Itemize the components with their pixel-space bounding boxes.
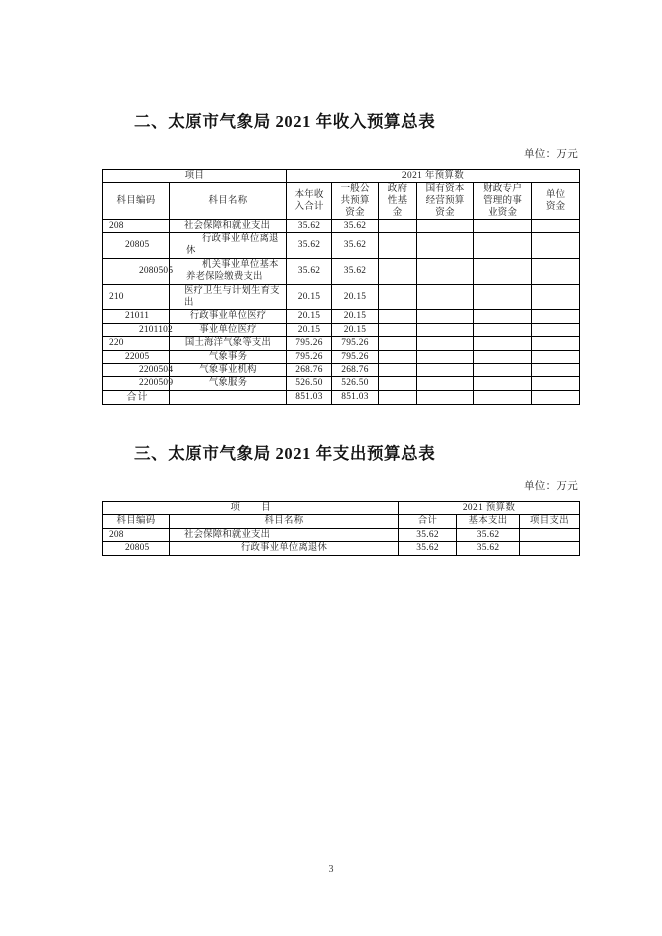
cell-state-capital xyxy=(417,363,474,376)
cell-general-public-budget: 20.15 xyxy=(332,310,379,323)
section-1-unit-note: 单位：万元 xyxy=(524,149,578,160)
group-header-project: 项 目 xyxy=(103,501,399,514)
cell-fiscal-special-account xyxy=(474,310,532,323)
cell-year-income-total: 35.62 xyxy=(287,258,332,284)
cell-state-capital xyxy=(417,350,474,363)
cell-state-capital xyxy=(417,284,474,310)
cell-subject-name: 国土海洋气象等支出 xyxy=(170,337,287,350)
cell-year-income-total: 795.26 xyxy=(287,337,332,350)
cell-year-income-total: 20.15 xyxy=(287,310,332,323)
cell-total-label: 合计 xyxy=(103,390,170,404)
cell-state-capital xyxy=(417,219,474,232)
table-row xyxy=(103,219,580,232)
cell-subject-code: 208 xyxy=(103,528,170,541)
hdr-line: 经营预算 xyxy=(425,195,465,207)
column-header-subject-code: 科目编码 xyxy=(103,183,170,219)
cell-general-public-budget: 268.76 xyxy=(332,363,379,376)
cell-year-income-total: 526.50 xyxy=(287,377,332,390)
hdr-line: 资金 xyxy=(435,206,455,218)
cell-unit-funds xyxy=(532,350,580,363)
cell-government-fund xyxy=(379,232,417,258)
cell-state-capital xyxy=(417,323,474,336)
cell-subject-code: 2080505 xyxy=(103,258,170,284)
cell-unit-funds xyxy=(532,323,580,336)
cell-state-capital xyxy=(417,390,474,404)
cell-total: 35.62 xyxy=(399,528,457,541)
cell-fiscal-special-account xyxy=(474,337,532,350)
cell-general-public-budget: 795.26 xyxy=(332,350,379,363)
cell-unit-funds xyxy=(532,363,580,376)
cell-government-fund xyxy=(379,390,417,404)
table-group-header-row xyxy=(103,170,580,183)
cell-general-public-budget: 35.62 xyxy=(332,219,379,232)
hdr-line: 本年收 xyxy=(294,189,324,201)
cell-general-public-budget: 851.03 xyxy=(332,390,379,404)
cell-unit-funds xyxy=(532,390,580,404)
cell-government-fund xyxy=(379,284,417,310)
table-row xyxy=(103,337,580,350)
cell-unit-funds xyxy=(532,258,580,284)
column-header-general-public-budget-funds xyxy=(332,183,379,219)
cell-subject-name: 机关事业单位基本养老保险缴费支出 xyxy=(170,258,287,284)
section-2-title: 三、太原市气象局 2021 年支出预算总表 xyxy=(134,443,436,463)
cell-year-income-total: 35.62 xyxy=(287,232,332,258)
hdr-line: 入合计 xyxy=(294,200,324,212)
cell-unit-funds xyxy=(532,232,580,258)
cell-fiscal-special-account xyxy=(474,284,532,310)
table-row xyxy=(103,310,580,323)
cell-year-income-total: 20.15 xyxy=(287,284,332,310)
table-row xyxy=(103,232,580,258)
cell-subject-code: 22005 xyxy=(103,350,170,363)
cell-government-fund xyxy=(379,363,417,376)
cell-general-public-budget: 20.15 xyxy=(332,284,379,310)
cell-government-fund xyxy=(379,337,417,350)
cell-unit-funds xyxy=(532,284,580,310)
cell-fiscal-special-account xyxy=(474,323,532,336)
cell-subject-code: 2200504 xyxy=(103,363,170,376)
column-header-project-expenditure: 项目支出 xyxy=(520,515,580,528)
cell-subject-code: 20805 xyxy=(103,232,170,258)
table-row xyxy=(103,528,580,541)
income-table-body xyxy=(103,219,580,404)
page-content xyxy=(102,0,579,556)
cell-subject-name: 气象事务 xyxy=(170,350,287,363)
hdr-line: 资金 xyxy=(345,206,365,218)
cell-fiscal-special-account xyxy=(474,363,532,376)
cell-state-capital xyxy=(417,337,474,350)
column-header-basic-expenditure: 基本支出 xyxy=(457,515,520,528)
hdr-line: 管理的事 xyxy=(483,195,522,207)
cell-unit-funds xyxy=(532,337,580,350)
cell-fiscal-special-account xyxy=(474,390,532,404)
cell-year-income-total: 795.26 xyxy=(287,350,332,363)
cell-fiscal-special-account xyxy=(474,219,532,232)
cell-fiscal-special-account xyxy=(474,377,532,390)
hdr-line: 金 xyxy=(392,206,403,218)
cell-government-fund xyxy=(379,258,417,284)
cell-state-capital xyxy=(417,377,474,390)
column-header-state-capital-operating-budget xyxy=(417,183,474,219)
hdr-line: 共预算 xyxy=(340,195,370,207)
table-total-row xyxy=(103,390,580,404)
cell-subject-name: 社会保障和就业支出 xyxy=(170,219,287,232)
cell-fiscal-special-account xyxy=(474,258,532,284)
hdr-line: 业资金 xyxy=(487,206,518,218)
table-column-header-row xyxy=(103,515,580,528)
cell-project-expenditure xyxy=(520,542,580,555)
cell-government-fund xyxy=(379,310,417,323)
table-group-header-row xyxy=(103,501,580,514)
cell-unit-funds xyxy=(532,377,580,390)
cell-year-income-total: 35.62 xyxy=(287,219,332,232)
cell-unit-funds xyxy=(532,219,580,232)
cell-subject-name: 事业单位医疗 xyxy=(170,323,287,336)
page-number: 3 xyxy=(328,864,334,875)
cell-year-income-total: 268.76 xyxy=(287,363,332,376)
cell-government-fund xyxy=(379,323,417,336)
cell-subject-name: 气象服务 xyxy=(170,377,287,390)
expenditure-table-body xyxy=(103,528,580,555)
cell-subject-code: 208 xyxy=(103,219,170,232)
hdr-line: 性基 xyxy=(387,195,408,207)
group-header-project: 项目 xyxy=(103,170,287,183)
column-header-year-income-total xyxy=(287,183,332,219)
group-header-budget-year: 2021 预算数 xyxy=(399,501,580,514)
expenditure-budget-table xyxy=(102,501,580,556)
cell-subject-code: 2101102 xyxy=(103,323,170,336)
column-header-government-fund xyxy=(379,183,417,219)
cell-subject-code: 2200509 xyxy=(103,377,170,390)
cell-general-public-budget: 35.62 xyxy=(332,258,379,284)
hdr-line: 政府 xyxy=(387,183,408,195)
column-header-total: 合计 xyxy=(399,515,457,528)
table-row xyxy=(103,363,580,376)
table-row xyxy=(103,284,580,310)
hdr-line: 国有资本 xyxy=(425,183,465,195)
income-budget-table xyxy=(102,169,580,405)
cell-general-public-budget: 795.26 xyxy=(332,337,379,350)
cell-subject-code: 21011 xyxy=(103,310,170,323)
cell-state-capital xyxy=(417,232,474,258)
group-header-budget-year: 2021 年预算数 xyxy=(287,170,580,183)
cell-subject-name: 医疗卫生与计划生育支出 xyxy=(170,284,287,310)
cell-government-fund xyxy=(379,377,417,390)
table-row xyxy=(103,323,580,336)
cell-year-income-total: 20.15 xyxy=(287,323,332,336)
hdr-line: 财政专户 xyxy=(483,183,522,195)
cell-state-capital xyxy=(417,310,474,323)
cell-fiscal-special-account xyxy=(474,350,532,363)
cell-government-fund xyxy=(379,219,417,232)
cell-subject-code: 20805 xyxy=(103,542,170,555)
column-header-unit-funds xyxy=(532,183,580,219)
table-row xyxy=(103,258,580,284)
column-header-subject-name: 科目名称 xyxy=(170,183,287,219)
column-header-subject-code: 科目编码 xyxy=(103,515,170,528)
column-header-fiscal-special-account-funds xyxy=(474,183,532,219)
cell-general-public-budget: 35.62 xyxy=(332,232,379,258)
cell-unit-funds xyxy=(532,310,580,323)
cell-subject-name: 气象事业机构 xyxy=(170,363,287,376)
table-row xyxy=(103,350,580,363)
cell-subject-code: 220 xyxy=(103,337,170,350)
section-1-title: 二、太原市气象局 2021 年收入预算总表 xyxy=(134,112,436,131)
cell-general-public-budget: 20.15 xyxy=(332,323,379,336)
cell-subject-name: 行政事业单位离退休 xyxy=(170,542,399,555)
cell-subject-name xyxy=(170,390,287,404)
hdr-line: 一般公 xyxy=(340,183,370,195)
cell-subject-name: 行政事业单位离退休 xyxy=(170,232,287,258)
cell-fiscal-special-account xyxy=(474,232,532,258)
cell-state-capital xyxy=(417,258,474,284)
column-header-subject-name: 科目名称 xyxy=(170,515,399,528)
table-row xyxy=(103,542,580,555)
cell-subject-code: 210 xyxy=(103,284,170,310)
cell-subject-name: 社会保障和就业支出 xyxy=(170,528,399,541)
cell-subject-name: 行政事业单位医疗 xyxy=(170,310,287,323)
hdr-line: 资金 xyxy=(545,200,566,212)
cell-project-expenditure xyxy=(520,528,580,541)
cell-general-public-budget: 526.50 xyxy=(332,377,379,390)
cell-basic-expenditure: 35.62 xyxy=(457,528,520,541)
hdr-line: 单位 xyxy=(545,189,566,201)
cell-basic-expenditure: 35.62 xyxy=(457,542,520,555)
cell-year-income-total: 851.03 xyxy=(287,390,332,404)
section-2-unit-note: 单位：万元 xyxy=(524,480,578,492)
cell-government-fund xyxy=(379,350,417,363)
table-row xyxy=(103,377,580,390)
cell-total: 35.62 xyxy=(399,542,457,555)
table-column-header-row xyxy=(103,183,580,219)
